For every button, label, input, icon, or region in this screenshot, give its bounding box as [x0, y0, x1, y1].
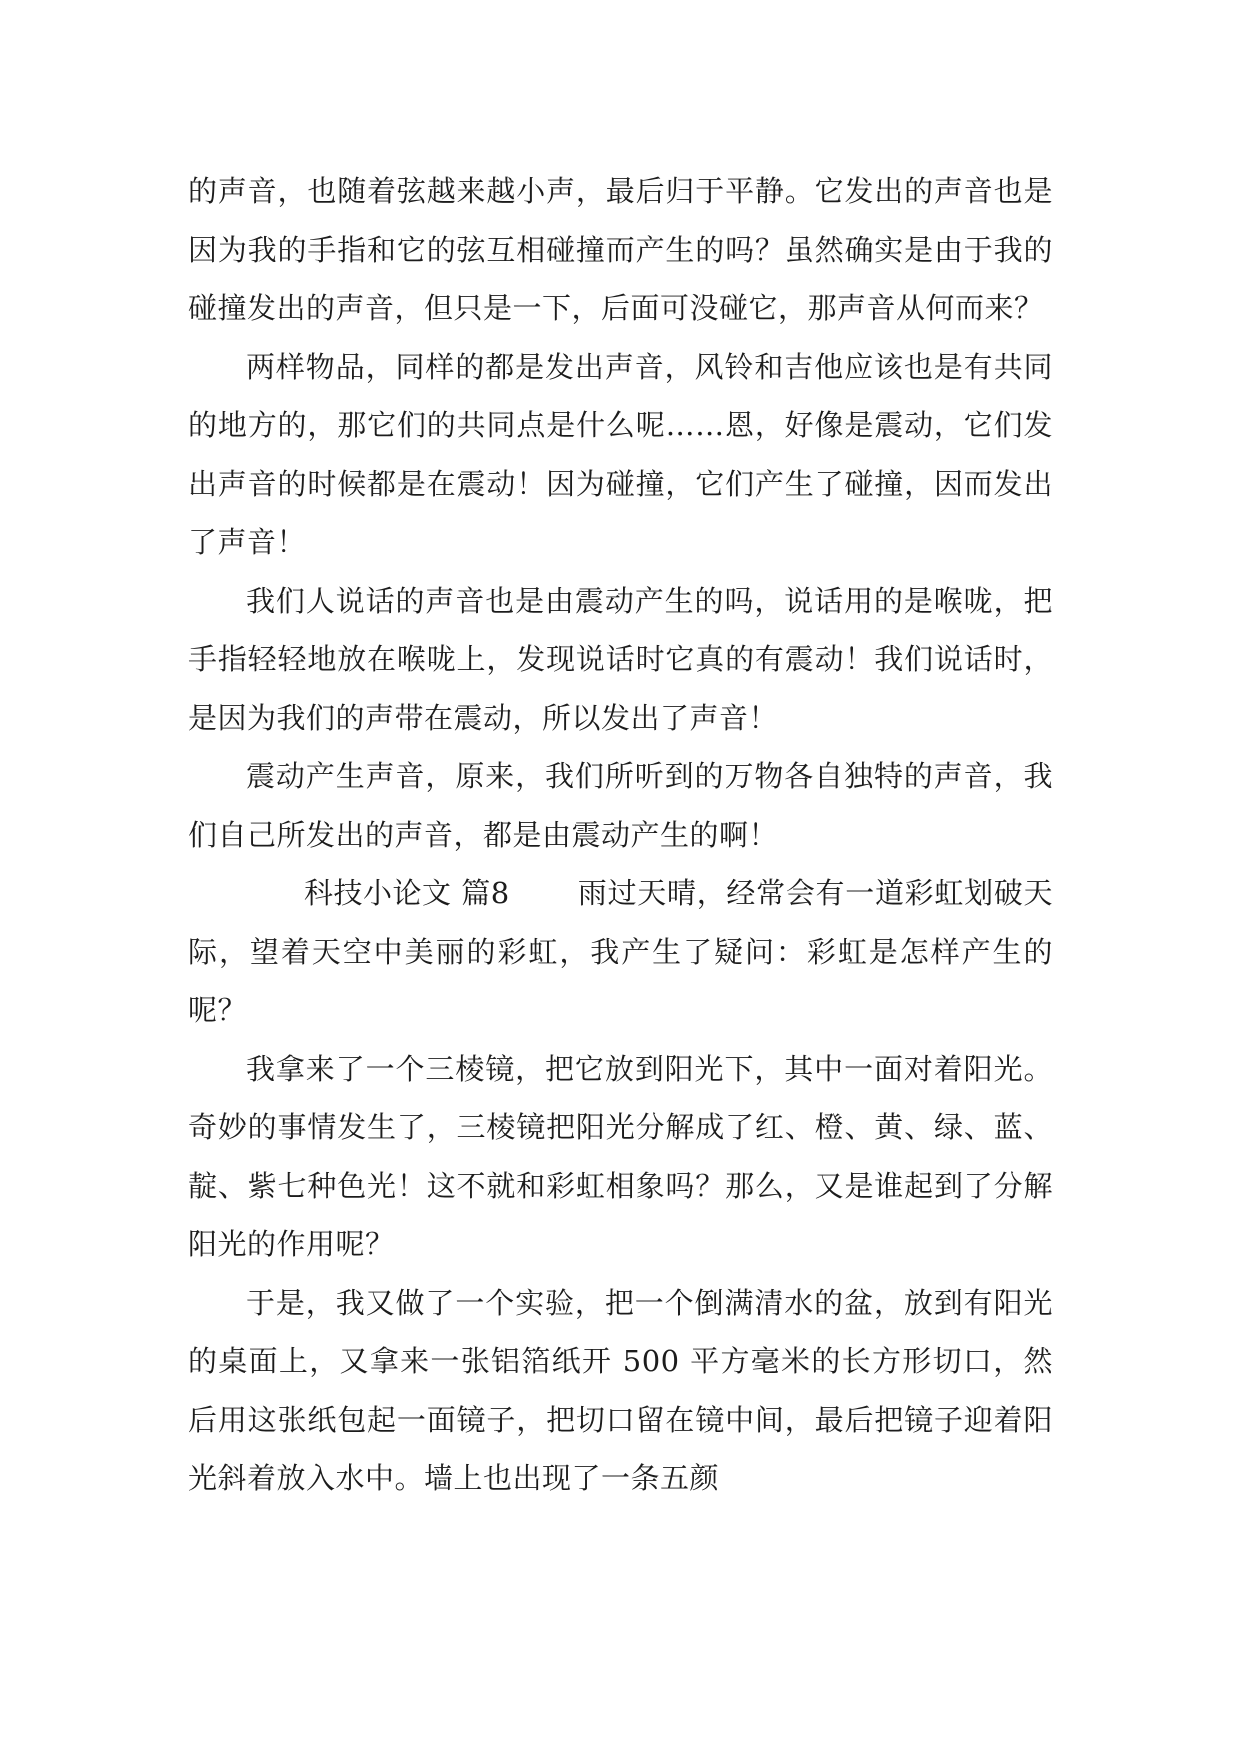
- paragraph-7: 于是，我又做了一个实验，把一个倒满清水的盆，放到有阳光的桌面上，又拿来一张铝箔纸开 500 平方毫米的长方形切口，然后用这张纸包起一面镜子，把切口留在镜中间，最后把镜子迎着阳光斜着放入水中。墙上也出现了一条五颜: [188, 1285, 1053, 1495]
- document-body: [188, 162, 1053, 1508]
- paragraph-6: 我拿来了一个三棱镜，把它放到阳光下，其中一面对着阳光。奇妙的事情发生了，三棱镜把阳光分解成了红、橙、黄、绿、蓝、靛、紫七种色光！这不就和彩虹相象吗？那么，又是谁起到了分解阳光的作用呢？: [188, 1051, 1053, 1261]
- paragraph-1: 的声音，也随着弦越来越小声，最后归于平静。它发出的声音也是因为我的手指和它的弦互相碰撞而产生的吗？虽然确实是由于我的碰撞发出的声音，但只是一下，后面可没碰它，那声音从何而来？: [188, 174, 1053, 325]
- section-paragraph: [188, 864, 1053, 1040]
- paragraph-2: 两样物品，同样的都是发出声音，风铃和吉他应该也是有共同的地方的，那它们的共同点是什么呢……恩，好像是震动，它们发出声音的时候都是在震动！因为碰撞，它们产生了碰撞，因而发出了声音！: [188, 349, 1053, 559]
- paragraph-4: 震动产生声音，原来，我们所听到的万物各自独特的声音，我们自己所发出的声音，都是由震动产生的啊！: [188, 759, 1053, 852]
- section-heading: 科技小论文 篇8: [304, 876, 510, 910]
- paragraph-3: 我们人说话的声音也是由震动产生的吗，说话用的是喉咙，把手指轻轻地放在喉咙上，发现说话时它真的有震动！我们说话时，是因为我们的声带在震动，所以发出了声音！: [188, 583, 1053, 735]
- section-first-text: 雨过天晴，经常会有一道彩虹划破天际，望着天空中美丽的彩虹，我产生了疑问：彩虹是怎样产生的呢？: [188, 876, 1053, 1027]
